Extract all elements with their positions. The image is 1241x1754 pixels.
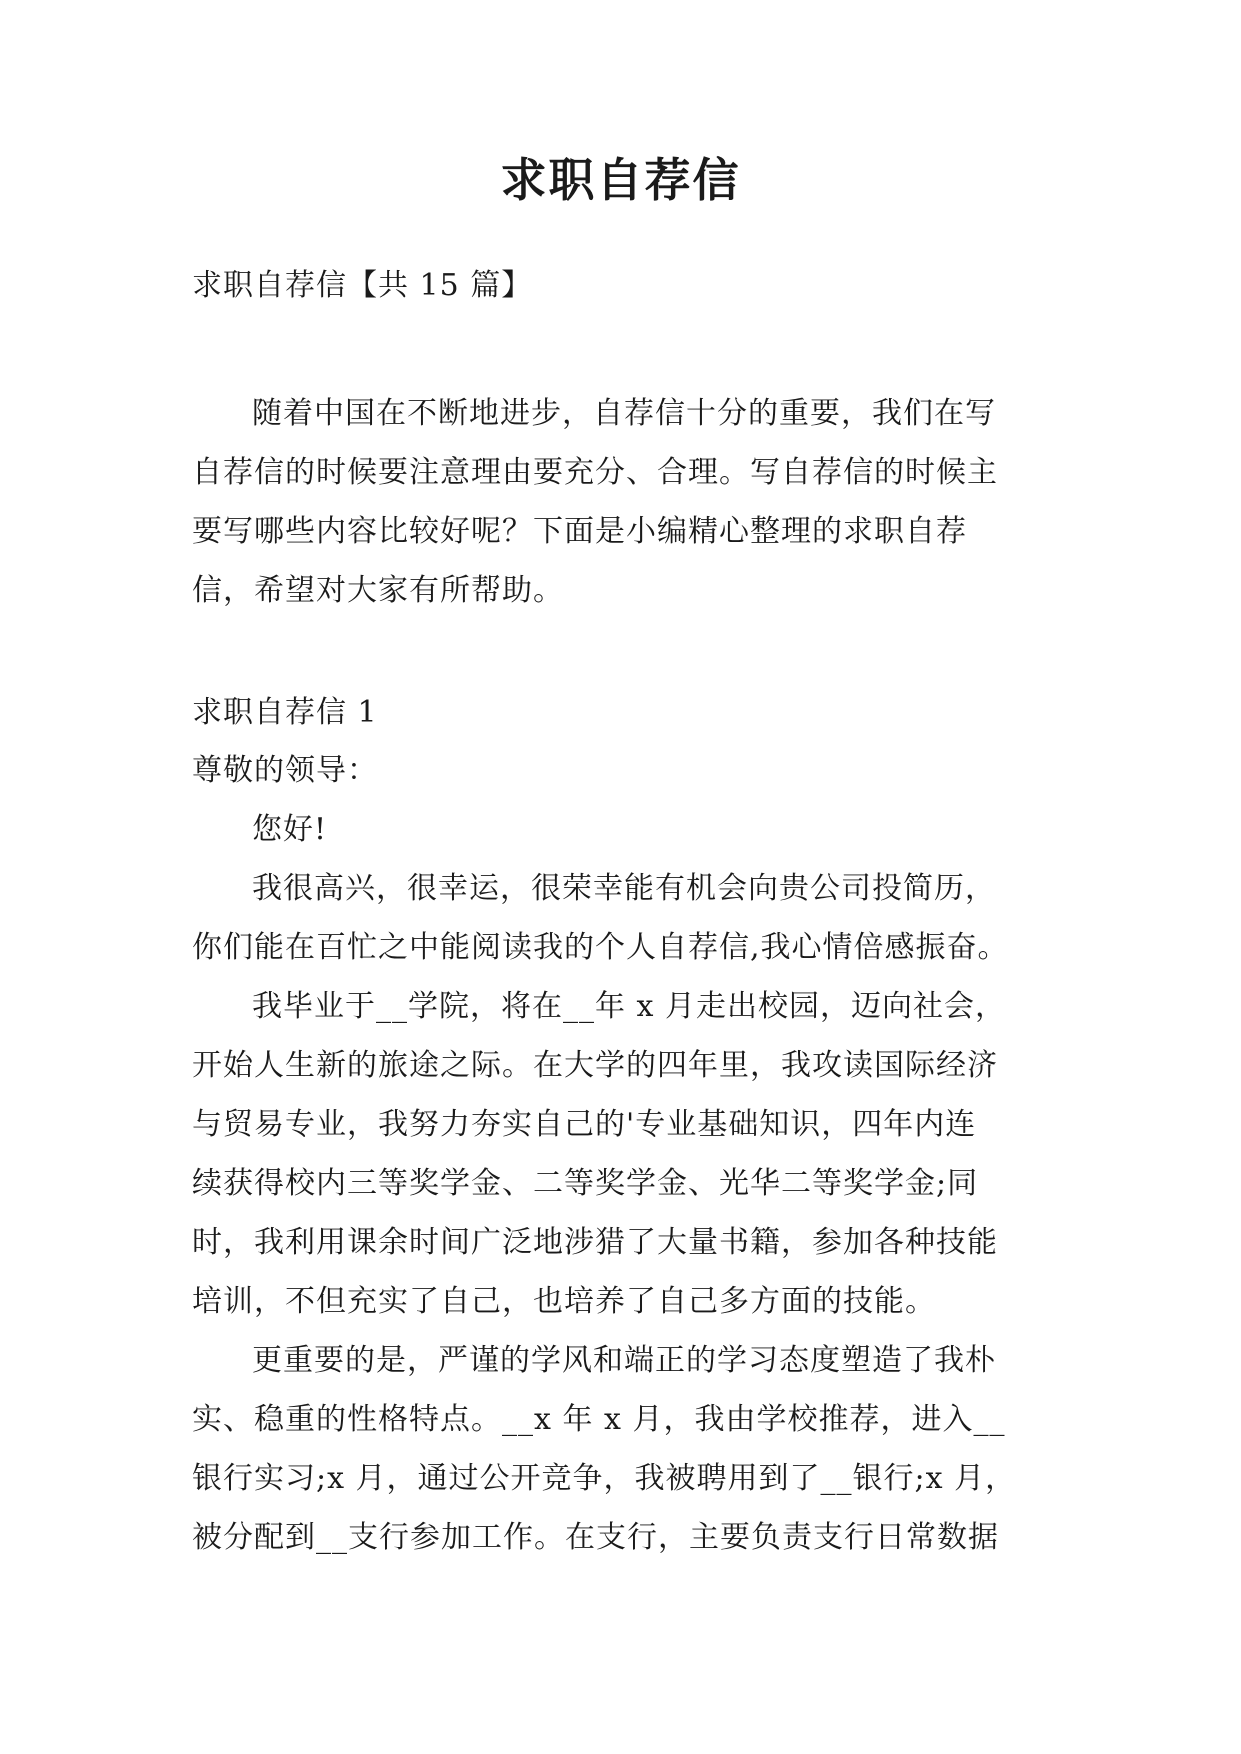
document-title: 求职自荐信 [500, 153, 741, 207]
intro-line: 随着中国在不断地进步，自荐信十分的重要，我们在写 [252, 396, 996, 431]
letter-paragraph [192, 1331, 1062, 1567]
letter-salutation: 尊敬的领导： [192, 753, 378, 788]
document-content [192, 256, 1062, 1567]
paragraph-line: 更重要的是，严谨的学风和端正的学习态度塑造了我朴 [252, 1343, 996, 1378]
paragraph-line: 我很高兴，很幸运，很荣幸能有机会向贵公司投简历， [252, 871, 996, 906]
letter-paragraph [192, 977, 1062, 1331]
paragraph-line: 开始人生新的旅途之际。在大学的四年里，我攻读国际经济 [192, 1048, 998, 1083]
paragraph-line: 时，我利用课余时间广泛地涉猎了大量书籍，参加各种技能 [192, 1225, 998, 1260]
paragraph-line: 你们能在百忙之中能阅读我的个人自荐信,我心情倍感振奋。 [192, 930, 1009, 965]
paragraph-line: 我毕业于__学院，将在__年 x 月走出校园，迈向社会， [252, 989, 1006, 1024]
intro-line: 要写哪些内容比较好呢？下面是小编精心整理的求职自荐 [192, 514, 967, 549]
paragraph-line: 培训，不但充实了自己，也培养了自己多方面的技能。 [192, 1284, 936, 1319]
intro-paragraph [192, 384, 1062, 620]
paragraph-line: 与贸易专业，我努力夯实自己的'专业基础知识，四年内连 [192, 1107, 977, 1142]
intro-line: 信，希望对大家有所帮助。 [192, 573, 564, 608]
paragraph-line: 实、稳重的性格特点。__x 年 x 月，我由学校推荐，进入__ [192, 1402, 1006, 1437]
paragraph-line: 续获得校内三等奖学金、二等奖学金、光华二等奖学金;同 [192, 1166, 979, 1201]
document-subtitle: 求职自荐信【共 15 篇】 [192, 268, 533, 303]
letter-body [192, 800, 1062, 1567]
paragraph-line: 被分配到__支行参加工作。在支行，主要负责支行日常数据 [192, 1520, 999, 1555]
paragraph-line: 银行实习;x 月，通过公开竞争，我被聘用到了__银行;x 月， [192, 1461, 1017, 1496]
letter-paragraph [192, 800, 1062, 859]
intro-line: 自荐信的时候要注意理由要充分、合理。写自荐信的时候主 [192, 455, 998, 490]
paragraph-line: 您好! [252, 812, 328, 847]
letter-paragraph [192, 859, 1062, 977]
section-heading: 求职自荐信 1 [192, 695, 378, 730]
